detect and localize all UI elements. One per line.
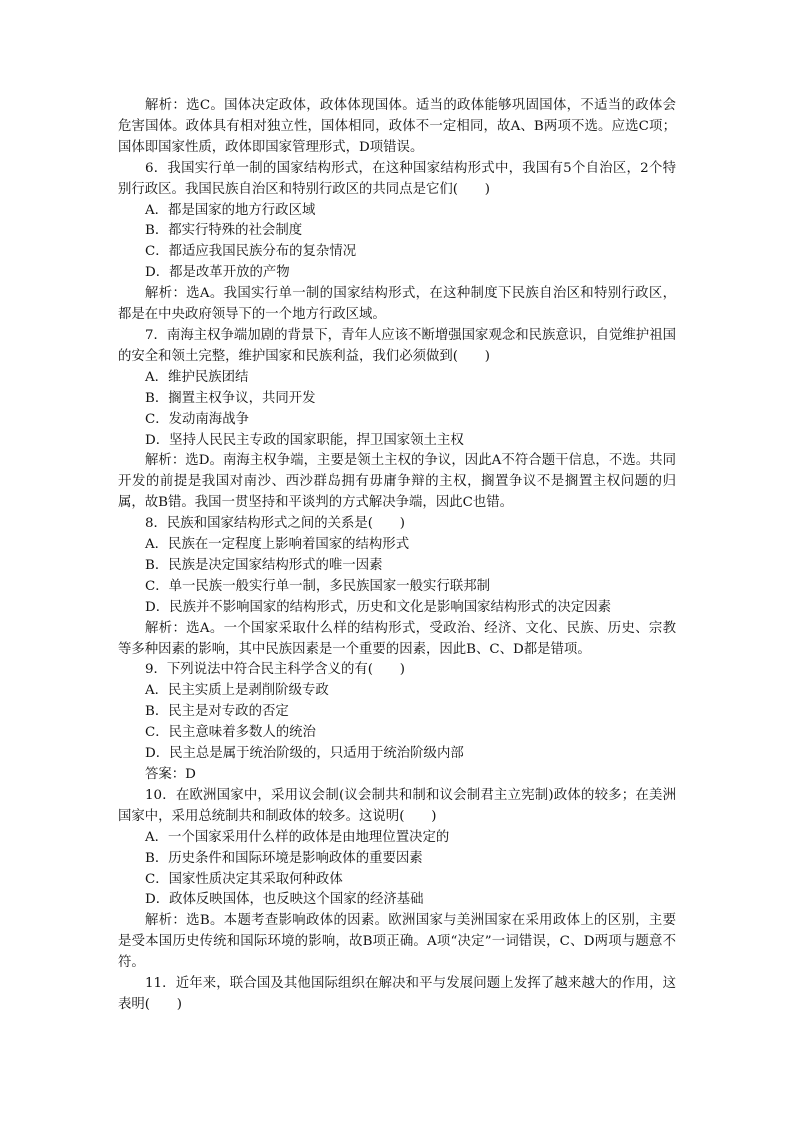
question-paragraph: 8．民族和国家结构形式之间的关系是( ) — [145, 516, 405, 532]
answer-option: B．民主是对专政的否定 — [145, 704, 289, 720]
answer-option: D．民主总是属于统治阶级的，只适用于统治阶级内部 — [145, 746, 464, 762]
answer-option: C．发动南海战争 — [145, 411, 249, 427]
answer-option: B．历史条件和国际环境是影响政体的重要因素 — [145, 850, 423, 866]
explanation-paragraph: 解析：选D。南海主权争端，主要是领土主权的争议，因此A不符合题干信息，不选。共同开发的前提是我国对南沙、西沙群岛拥有毋庸争辩的主权，搁置争议不是搁置主权问题的归属，故B错。我国一贯坚持和平谈判的方式解决争端，因此C也错。 — [118, 453, 676, 511]
explanation-paragraph: 答案：D — [145, 767, 196, 782]
answer-option: C．都适应我国民族分布的复杂情况 — [145, 244, 357, 260]
explanation-paragraph: 解析：选A。我国实行单一制的国家结构形式，在这种制度下民族自治区和特别行政区，都是在中央政府领导下的一个地方行政区域。 — [118, 286, 676, 323]
answer-option: A．维护民族团结 — [145, 369, 249, 385]
answer-option: C．单一民族一般实行单一制，多民族国家一般实行联邦制 — [145, 578, 491, 594]
answer-option: D．坚持人民民主专政的国家职能，捍卫国家领土主权 — [145, 432, 464, 448]
answer-option: B．都实行特殊的社会制度 — [145, 223, 303, 239]
explanation-paragraph: 解析：选C。国体决定政体，政体体现国体。适当的政体能够巩固国体，不适当的政体会危害国体。政体具有相对独立性，国体相同，政体不一定相同，故A、B两项不选。应选C项；国体即国家性质，政体即国家管理形式，D项错误。 — [118, 98, 676, 155]
answer-option: D．政体反映国体，也反映这个国家的经济基础 — [145, 892, 424, 908]
answer-option: A．民主实质上是剥削阶级专政 — [145, 683, 329, 699]
answer-option: A．都是国家的地方行政区域 — [145, 202, 316, 218]
question-paragraph: 11．近年来，联合国及其他国际组织在解决和平与发展问题上发挥了越来越大的作用，这表明( ) — [118, 976, 676, 1012]
question-paragraph: 9．下列说法中符合民主科学含义的有( ) — [145, 662, 405, 678]
explanation-paragraph: 解析：选B。本题考查影响政体的因素。欧洲国家与美洲国家在采用政体上的区别，主要是受本国历史传统和国际环境的影响，故B项正确。A项“决定”一词错误，C、D两项与题意不符。 — [118, 913, 676, 971]
answer-option: D．都是改革开放的产物 — [145, 265, 290, 281]
explanation-paragraph: 解析：选A。一个国家采取什么样的结构形式，受政治、经济、文化、民族、历史、宗教等多种因素的影响，其中民族因素是一个重要的因素，因此B、C、D都是错项。 — [118, 620, 676, 657]
question-paragraph: 7．南海主权争端加剧的背景下，青年人应该不断增强国家观念和民族意识，自觉维护祖国的安全和领土完整，维护国家和民族利益，我们必须做到( ) — [118, 327, 676, 364]
answer-option: C．民主意味着多数人的统治 — [145, 725, 316, 741]
answer-option: A．民族在一定程度上影响着国家的结构形式 — [145, 537, 410, 553]
answer-option: C．国家性质决定其采取何种政体 — [145, 871, 343, 887]
question-paragraph: 6．我国实行单一制的国家结构形式，在这种国家结构形式中，我国有5个自治区，2个特别行政区。我国民族自治区和特别行政区的共同点是它们( ) — [118, 160, 676, 197]
document-body — [118, 96, 676, 1016]
answer-option: B．搁置主权争议，共同开发 — [145, 390, 316, 406]
question-paragraph: 10．在欧洲国家中，采用议会制(议会制共和制和议会制君主立宪制)政体的较多；在美洲国家中，采用总统制共和制政体的较多。这说明( ) — [118, 787, 676, 824]
answer-option: A．一个国家采用什么样的政体是由地理位置决定的 — [145, 829, 450, 845]
answer-option: B．民族是决定国家结构形式的唯一因素 — [145, 557, 383, 573]
answer-option: D．民族并不影响国家的结构形式，历史和文化是影响国家结构形式的决定因素 — [145, 599, 612, 615]
